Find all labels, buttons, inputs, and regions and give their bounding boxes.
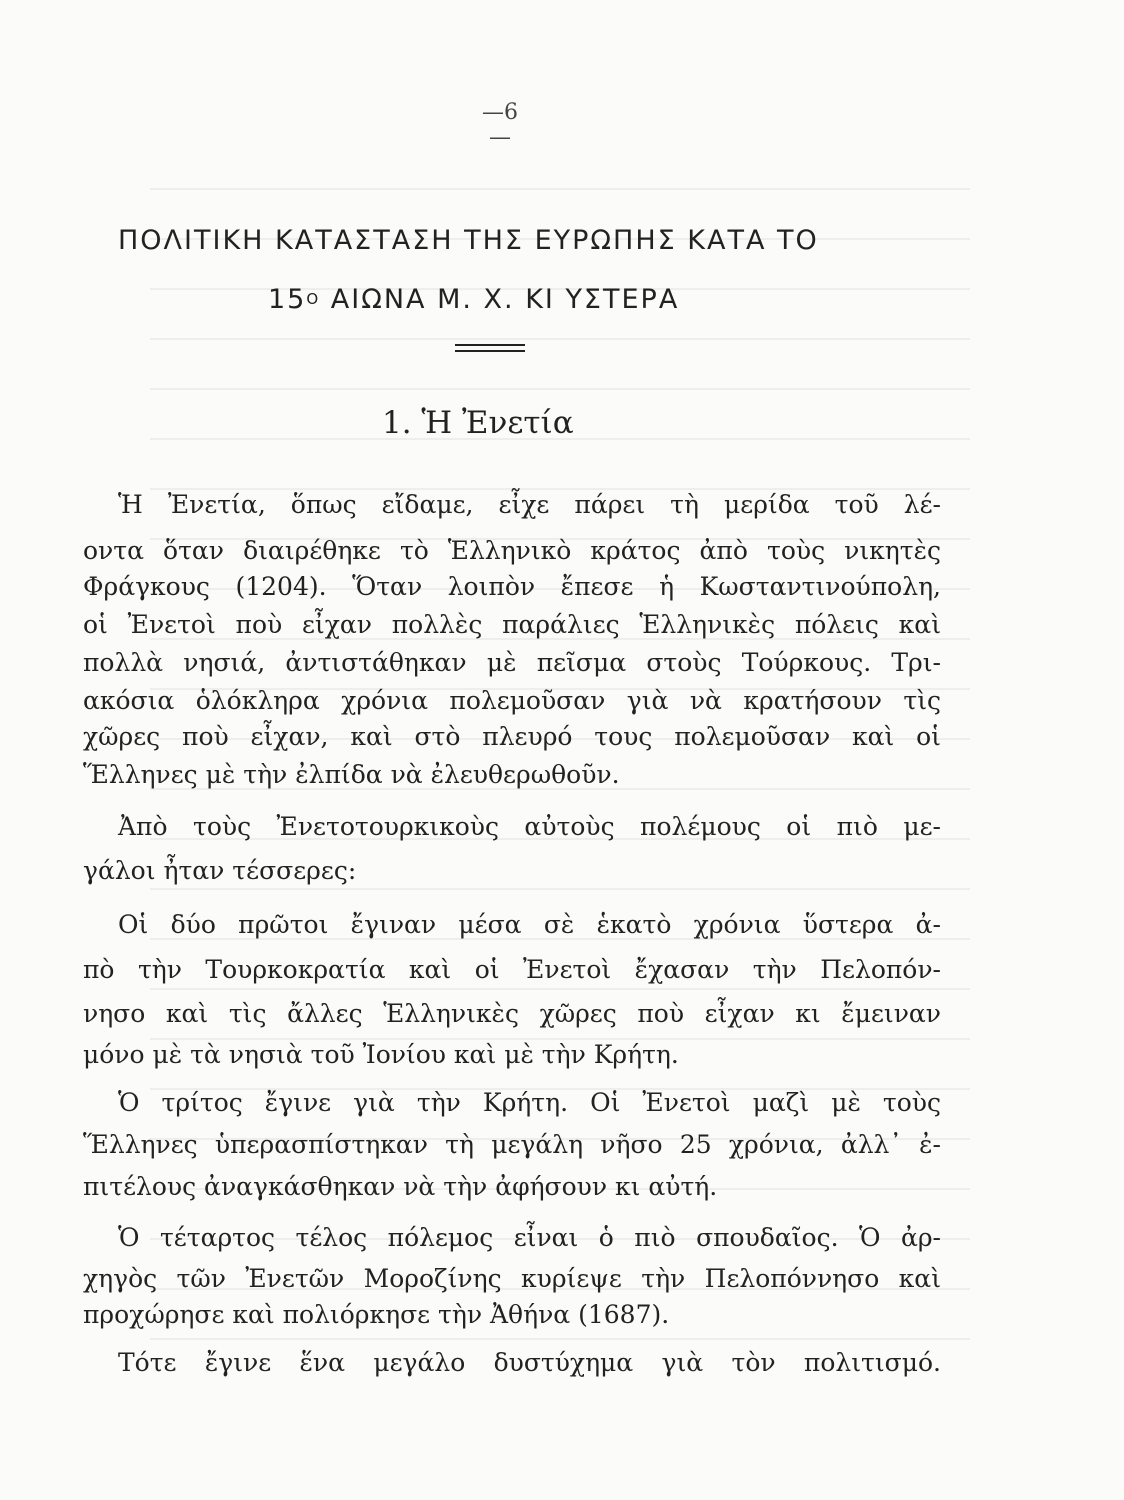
title-divider-top: [455, 344, 525, 346]
chapter-title-line-1: ΠΟΛΙΤΙΚΗ ΚΑΤΑΣΤΑΣΗ ΤΗΣ ΕΥΡΩΠΗΣ ΚΑΤΑ ΤΟ: [118, 225, 819, 256]
title-divider-bottom: [455, 350, 525, 352]
text-line: προχώρησε καὶ πολιόρκησε τὴν Ἀθήνα (1687).: [83, 1300, 670, 1329]
text-line: Ἀπὸ τοὺς Ἐνετοτουρκικοὺς αὐτοὺς πολέμους οἱ πιὸ με-: [118, 812, 941, 841]
section-heading: 1. Ἡ Ἐνετία: [382, 405, 574, 441]
text-line: Τότε ἔγινε ἕνα μεγάλο δυστύχημα γιὰ τὸν πολιτισμό.: [118, 1348, 941, 1377]
text-line: χῶρες ποὺ εἶχαν, καὶ στὸ πλευρό τους πολεμοῦσαν καὶ οἱ: [83, 722, 941, 751]
page-number: —6—: [482, 100, 518, 150]
text-line: Ἕλληνες ὑπερασπίστηκαν τὴ μεγάλη νῆσο 25 χρόνια, ἀλλ᾽ ἐ-: [83, 1130, 941, 1159]
title-century-rest: ΑΙΩΝΑ Μ. Χ. ΚΙ ΥΣΤΕΡΑ: [320, 284, 680, 315]
text-line: γάλοι ἦταν τέσσερες:: [83, 856, 357, 885]
chapter-title-line-2: [268, 284, 1098, 315]
text-line: χηγὸς τῶν Ἐνετῶν Μοροζίνης κυρίεψε τὴν Πελοπόννησο καὶ: [83, 1264, 941, 1293]
text-line: Ἡ Ἐνετία, ὅπως εἴδαμε, εἶχε πάρει τὴ μερίδα τοῦ λέ-: [118, 490, 941, 519]
text-line: οντα ὅταν διαιρέθηκε τὸ Ἑλληνικὸ κράτος ἀπὸ τοὺς νικητὲς: [83, 536, 941, 565]
text-line: πολλὰ νησιά, ἀντιστάθηκαν μὲ πεῖσμα στοὺς Τούρκους. Τρι-: [83, 648, 941, 677]
text-line: πὸ τὴν Τουρκοκρατία καὶ οἱ Ἐνετοὶ ἔχασαν τὴν Πελοπόν-: [83, 955, 941, 984]
text-line: Φράγκους (1204). Ὅταν λοιπὸν ἔπεσε ἡ Κωσταντινούπολη,: [83, 572, 941, 601]
text-line: Οἱ δύο πρῶτοι ἔγιναν μέσα σὲ ἑκατὸ χρόνια ὕστερα ἀ-: [118, 910, 941, 939]
text-line: οἱ Ἐνετοὶ ποὺ εἶχαν πολλὲς παράλιες Ἑλληνικὲς πόλεις καὶ: [83, 610, 941, 639]
text-line: Ἕλληνες μὲ τὴν ἐλπίδα νὰ ἐλευθερωθοῦν.: [83, 760, 620, 789]
text-line: Ὁ τέταρτος τέλος πόλεμος εἶναι ὁ πιὸ σπουδαῖος. Ὁ ἀρ-: [118, 1223, 941, 1252]
text-line: μόνο μὲ τὰ νησιὰ τοῦ Ἰονίου καὶ μὲ τὴν Κρήτη.: [83, 1040, 679, 1069]
title-century-number: 15: [268, 284, 307, 315]
text-line: ακόσια ὁλόκληρα χρόνια πολεμοῦσαν γιὰ νὰ κρατήσουν τὶς: [83, 686, 941, 715]
text-line: Ὁ τρίτος ἔγινε γιὰ τὴν Κρήτη. Οἱ Ἐνετοὶ μαζὶ μὲ τοὺς: [118, 1088, 941, 1117]
text-line: πιτέλους ἀναγκάσθηκαν νὰ τὴν ἀφήσουν κι αὐτή.: [83, 1172, 718, 1201]
text-line: νησο καὶ τὶς ἄλλες Ἑλληνικὲς χῶρες ποὺ εἶχαν κι ἔμειναν: [83, 999, 941, 1028]
title-century-superscript: Ο: [306, 290, 321, 308]
